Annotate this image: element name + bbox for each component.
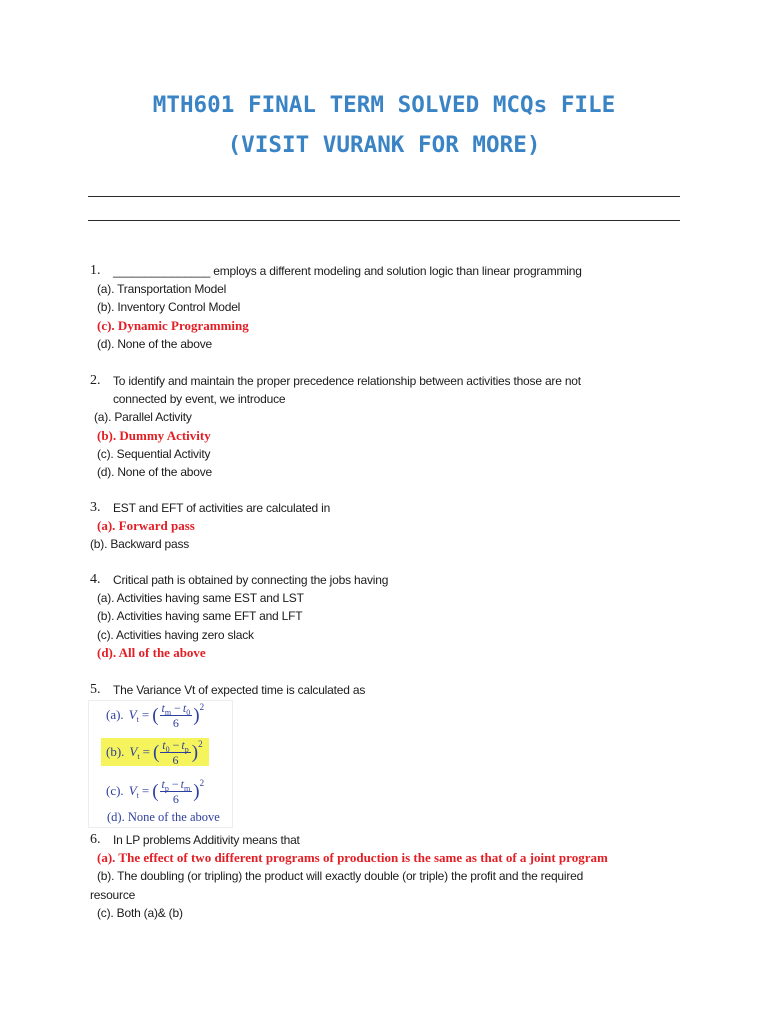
formula-option-a [101, 701, 210, 729]
document-subtitle: (VISIT VURANK FOR MORE) [227, 132, 541, 158]
option-b: (b). Dummy Activity [97, 427, 211, 443]
option-a: (a). Forward pass [97, 518, 195, 534]
question-stem [0, 571, 768, 589]
question-3 [0, 499, 768, 554]
variance-subscript: t [136, 791, 139, 800]
question-text: The Variance Vt of expected time is calculated as [113, 683, 366, 697]
option-b-continued: resource [90, 887, 136, 902]
time-term [183, 701, 190, 715]
question-text-continued: connected by event, we introduce [113, 392, 286, 407]
time-subscript: 0 [165, 744, 170, 754]
question-number: 3. [90, 500, 101, 515]
minus-sign: − [174, 700, 181, 715]
question-number: 6. [90, 832, 101, 847]
option-b: (b). Inventory Control Model [97, 300, 241, 315]
open-paren: ( [152, 741, 160, 763]
equals-sign: = [141, 707, 150, 722]
time-subscript: p [184, 744, 189, 754]
open-paren: ( [152, 780, 159, 802]
formula-option-c [101, 777, 210, 805]
exponent: 2 [198, 739, 203, 749]
time-symbol: t [161, 700, 165, 715]
question-number: 4. [90, 572, 101, 587]
variance-term [129, 707, 139, 723]
exponent: 2 [199, 778, 205, 788]
close-paren: ) [193, 780, 200, 802]
variance-term [129, 744, 139, 760]
option-d: (d). None of the above [97, 464, 213, 479]
question-6 [0, 831, 768, 922]
fraction-denominator: 6 [172, 752, 179, 767]
question-stem [0, 262, 768, 280]
time-term [162, 738, 169, 752]
variance-subscript: t [137, 752, 140, 761]
time-subscript: m [164, 707, 172, 717]
fraction [160, 778, 193, 805]
open-paren: ( [152, 704, 159, 726]
fraction-denominator: 6 [172, 791, 179, 806]
question-text: To identify and maintain the proper precedence relationship between activities those are not [113, 374, 581, 388]
option-b: (b). The doubling (or tripling) the product will exactly double (or triple) the profit and the required [97, 869, 584, 884]
question-text: In LP problems Additivity means that [113, 833, 300, 847]
variance-symbol: V [129, 744, 138, 759]
time-symbol: t [162, 737, 166, 752]
fraction-numerator [160, 778, 193, 792]
question-4 [0, 571, 768, 662]
option-c: (c). Both (a)& (b) [97, 905, 183, 920]
time-symbol: t [161, 776, 165, 791]
option-c: (c). Dynamic Programming [97, 317, 249, 333]
fraction-numerator [160, 702, 193, 716]
time-term [181, 738, 188, 752]
question-5 [0, 681, 768, 699]
option-a: (a). Activities having same EST and LST [97, 591, 304, 606]
formula-image [88, 700, 233, 828]
formula-option-label: (b). [106, 744, 125, 759]
time-term [162, 701, 172, 715]
fraction [160, 702, 193, 729]
minus-sign: − [171, 776, 179, 791]
option-d: (d). None of the above [97, 336, 213, 351]
formula-option-label: (a). [106, 707, 124, 722]
question-1 [0, 262, 768, 353]
fraction [160, 739, 190, 766]
variance-term [129, 783, 139, 799]
option-b: (b). Activities having same EFT and LFT [97, 609, 303, 624]
equals-sign: = [142, 744, 150, 759]
question-stem [0, 831, 768, 849]
minus-sign: − [172, 737, 180, 752]
question-stem [0, 681, 768, 699]
variance-symbol: V [128, 783, 137, 798]
time-symbol: t [181, 737, 185, 752]
time-symbol: t [180, 776, 185, 791]
time-symbol: t [182, 700, 187, 715]
exponent: 2 [199, 702, 205, 712]
time-term [162, 777, 169, 791]
divider-line [88, 196, 680, 197]
time-subscript: 0 [186, 707, 191, 717]
variance-symbol: V [128, 707, 137, 722]
question-text: Critical path is obtained by connecting the jobs having [113, 573, 389, 587]
divider-line [88, 220, 680, 221]
variance-subscript: t [136, 715, 139, 724]
formula-option-b [101, 738, 209, 766]
formula-option-label: (c). [106, 783, 124, 798]
question-stem [0, 499, 768, 517]
time-subscript: m [184, 783, 191, 793]
option-d: (d). All of the above [97, 644, 206, 660]
close-paren: ) [191, 741, 199, 763]
question-text: _______________ employs a different modeling and solution logic than linear programming [113, 264, 582, 278]
question-number: 2. [90, 373, 101, 388]
close-paren: ) [193, 704, 200, 726]
formula-option-d: (d). None of the above [107, 810, 220, 824]
option-a: (a). The effect of two different programs of production is the same as that of a joint program [97, 850, 608, 866]
equals-sign: = [141, 783, 150, 798]
question-stem [0, 372, 768, 390]
option-a: (a). Parallel Activity [94, 410, 192, 425]
option-a: (a). Transportation Model [97, 282, 227, 297]
fraction-denominator: 6 [172, 715, 179, 730]
option-c: (c). Sequential Activity [97, 446, 211, 461]
option-c: (c). Activities having zero slack [97, 627, 254, 642]
question-text: EST and EFT of activities are calculated in [113, 501, 331, 515]
time-subscript: p [164, 783, 169, 793]
question-number: 1. [90, 263, 101, 278]
question-number: 5. [90, 682, 101, 697]
option-b: (b). Backward pass [90, 537, 190, 552]
fraction-numerator [160, 739, 190, 753]
question-2 [0, 372, 768, 481]
time-term [181, 777, 191, 791]
document-title: MTH601 FINAL TERM SOLVED MCQs FILE [152, 92, 616, 118]
